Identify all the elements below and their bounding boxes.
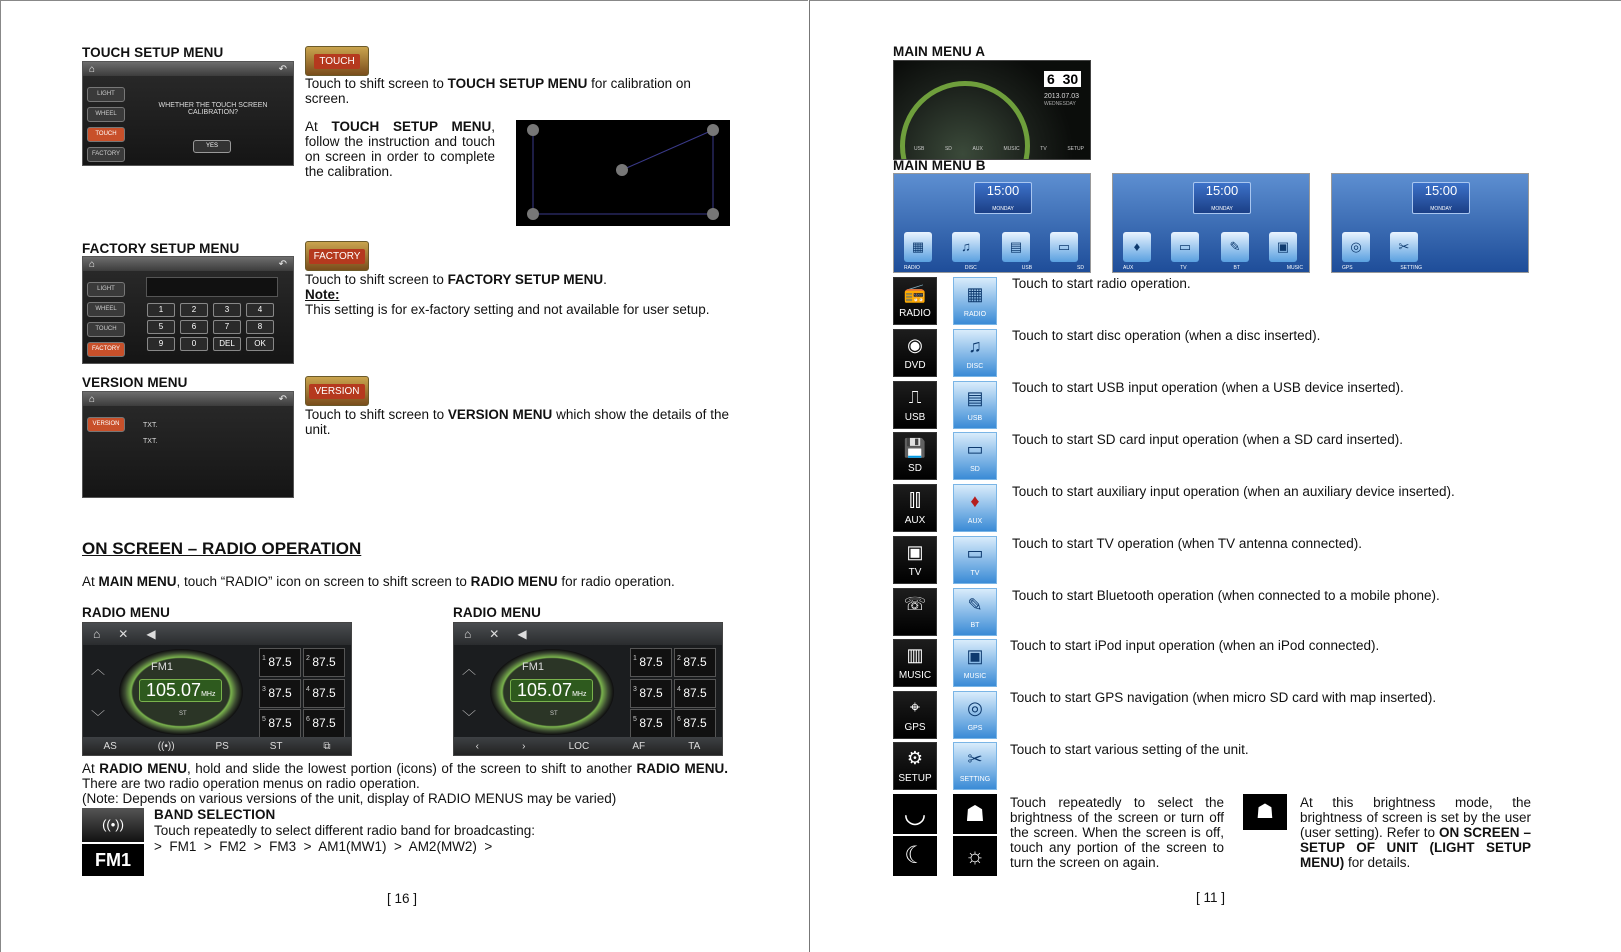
settings-icon: ✕	[118, 627, 129, 641]
aux-description: Touch to start auxiliary input operation (when an auxiliary device inserted).	[1012, 484, 1455, 499]
back-icon: ↶	[278, 63, 287, 75]
clock-time: 15:00 MONDAY	[974, 182, 1032, 214]
sd-black-icon: 💾 SD	[893, 432, 937, 480]
touch-setup-text: Touch to shift screen to TOUCH SETUP MENU for calibration on screen.	[305, 76, 691, 106]
user-mode-icon: ☗	[1243, 794, 1287, 830]
clock-time: 15:00 MONDAY	[1412, 182, 1470, 214]
sd-icon: ▭	[1050, 232, 1078, 262]
af-button: AF	[632, 740, 646, 752]
key: DEL	[213, 337, 241, 351]
setting-blue-icon: ✂ SETTING	[953, 742, 997, 790]
as-button: AS	[103, 740, 117, 752]
key: 1	[147, 303, 175, 317]
yes-button: YES	[193, 140, 231, 153]
home-icon: ⌂	[89, 258, 96, 270]
preset-button: 2 87.5	[303, 648, 345, 677]
preset-button: 4 87.5	[303, 679, 345, 708]
main-menu-b-labels: RADIO DISC USB SD	[904, 265, 1084, 271]
tab-light: LIGHT	[87, 282, 125, 297]
radio-bottom-bar	[83, 737, 351, 755]
stereo-indicator: ST	[550, 711, 558, 717]
tab-factory: FACTORY	[87, 342, 125, 357]
usb-description: Touch to start USB input operation (when a USB device inserted).	[1012, 380, 1404, 395]
music-blue-icon: ▣ MUSIC	[953, 639, 997, 687]
st-button: ST	[269, 740, 283, 752]
disc-icon: ♫	[952, 232, 980, 262]
sd-description: Touch to start SD card input operation (when a SD card inserted).	[1012, 432, 1403, 447]
moon-icon: ◡	[893, 794, 937, 834]
band-label: FM1	[151, 661, 173, 673]
radio-menu-2-heading: RADIO MENU	[453, 605, 541, 620]
bluetooth-icon: ✎	[1221, 232, 1249, 262]
preset-button: 5 87.5	[630, 709, 672, 738]
up-arrow-icon: ︿	[91, 661, 105, 677]
user-mode-description: At this brightness mode, the brightness of screen is set by the user (user setting). Refer to ON SCREEN – SETUP OF UNIT (LIGHT SETUP MENU) for details.	[1300, 795, 1531, 870]
band-label: FM1	[522, 661, 544, 673]
tab-version: VERSION	[87, 417, 125, 432]
stereo-indicator: ST	[179, 711, 187, 717]
tv-icon: ▭	[1171, 232, 1199, 262]
music-black-icon: ▥ MUSIC	[893, 639, 937, 687]
prev-button: ‹	[475, 740, 479, 752]
tab-factory: FACTORY	[87, 147, 125, 162]
home-icon: ⌂	[464, 627, 472, 641]
next-button: ›	[522, 740, 526, 752]
sd-blue-icon: ▭ SD	[953, 432, 997, 480]
sun-icon: ☼	[953, 836, 997, 876]
radio-section-title: ON SCREEN – RADIO OPERATION	[82, 539, 362, 558]
preset-button: 6 87.5	[674, 709, 716, 738]
preset-button: 3 87.5	[630, 679, 672, 708]
bluetooth-blue-icon: ✎ BT	[953, 588, 997, 636]
left-page	[0, 0, 808, 952]
touch-setup-screenshot	[82, 61, 294, 166]
version-button-image: VERSION	[305, 376, 369, 406]
tv-description: Touch to start TV operation (when TV antenna connected).	[1012, 536, 1362, 551]
key: 4	[246, 303, 274, 317]
version-line: TXT.	[143, 438, 158, 445]
preset-button: 1 87.5	[630, 648, 672, 677]
aux-black-icon: ⫿⫿ AUX	[893, 484, 937, 532]
clock-date: 2013.07.03	[1044, 93, 1080, 100]
setup-black-icon: ⚙ SETUP	[893, 742, 937, 790]
preset-button: 4 87.5	[674, 679, 716, 708]
preset-button: 5 87.5	[259, 709, 301, 738]
gps-icon: ◎	[1342, 232, 1370, 262]
main-menu-a-labels: USB SD AUX MUSIC TV SETUP	[914, 146, 1084, 152]
band-scan-icon: ((•))	[82, 808, 144, 842]
tv-blue-icon: ▭ TV	[953, 536, 997, 584]
radio-intro-text: At MAIN MENU, touch “RADIO” icon on screen to shift screen to RADIO MENU for radio operation.	[82, 574, 675, 589]
tab-touch: TOUCH	[87, 127, 125, 142]
version-line: TXT.	[143, 422, 158, 429]
home-icon: ⌂	[89, 393, 96, 405]
music-icon: ▣	[1269, 232, 1297, 262]
music-description: Touch to start iPod input operation (when an iPod connected).	[1010, 638, 1380, 653]
frequency-display: 105.07MHz	[139, 679, 222, 702]
radio-slide-text: At RADIO MENU, hold and slide the lowest portion (icons) of the screen to shift to another RADIO MENU. There are two radio operation menus on radio operation.	[82, 761, 729, 791]
version-text: Touch to shift screen to VERSION MENU which show the details of the unit.	[305, 407, 729, 437]
calibration-diagram	[516, 120, 730, 226]
back-icon: ↶	[278, 258, 287, 270]
key: 9	[147, 337, 175, 351]
aux-icon: ♦	[1123, 232, 1151, 262]
radio-description: Touch to start radio operation.	[1012, 276, 1191, 291]
usb-black-icon: ⎍ USB	[893, 381, 937, 429]
factory-setup-screenshot	[82, 256, 294, 364]
code-display	[146, 277, 278, 297]
key: 3	[213, 303, 241, 317]
main-menu-b-labels: AUX TV BT MUSIC	[1123, 265, 1303, 271]
factory-setup-text: Touch to shift screen to FACTORY SETUP MENU.	[305, 272, 607, 287]
setup-description: Touch to start various setting of the unit.	[1010, 742, 1249, 757]
frequency-display: 105.07MHz	[510, 679, 593, 702]
radio-menu-1-screenshot	[82, 622, 352, 756]
aux-blue-icon: ♦ AUX	[953, 484, 997, 532]
home-icon: ⌂	[89, 63, 96, 75]
factory-button-image: FACTORY	[305, 241, 369, 271]
band-fm1-icon: FM1	[82, 844, 144, 876]
key: 7	[213, 320, 241, 334]
preset-button: 2 87.5	[674, 648, 716, 677]
clock-time: 15:00 MONDAY	[1193, 182, 1251, 214]
key: 5	[147, 320, 175, 334]
main-menu-b-labels: GPS SETTING	[1342, 265, 1422, 271]
main-menu-b-screen-3	[1331, 173, 1529, 273]
disc-blue-icon: ♫ DISC	[953, 329, 997, 377]
key: 2	[180, 303, 208, 317]
tab-wheel: WHEEL	[87, 107, 125, 122]
tab-touch: TOUCH	[87, 322, 125, 337]
main-menu-b-heading: MAIN MENU B	[893, 158, 986, 173]
gps-description: Touch to start GPS navigation (when micro SD card with map inserted).	[1010, 690, 1437, 705]
back-icon: ↶	[278, 393, 287, 405]
touch-button-image: TOUCH	[305, 46, 369, 76]
main-menu-b-screen-1	[893, 173, 1091, 273]
touch-setup-heading: TOUCH SETUP MENU	[82, 45, 224, 60]
bluetooth-description: Touch to start Bluetooth operation (when connected to a mobile phone).	[1012, 588, 1440, 603]
tv-black-icon: ▣ TV	[893, 536, 937, 584]
brightness-description: Touch repeatedly to select the brightness of the screen or turn off the screen. When the screen is off, touch any portion of the screen to turn the screen on again.	[1010, 795, 1224, 870]
ps-button: PS	[215, 740, 229, 752]
down-arrow-icon: ﹀	[91, 709, 105, 725]
gps-blue-icon: ◎ GPS	[953, 691, 997, 739]
night-mode-icon: ☾	[893, 836, 937, 876]
main-menu-b-screen-2	[1112, 173, 1310, 273]
band-sequence: > FM1 > FM2 > FM3 > AM1(MW1) > AM2(MW2) >	[154, 839, 493, 854]
calibration-text: At TOUCH SETUP MENU, follow the instruction and touch on screen in order to complete the calibration.	[305, 119, 495, 179]
key: 8	[246, 320, 274, 334]
preset-button: 1 87.5	[259, 648, 301, 677]
clock-time: 6 30	[1044, 71, 1081, 87]
tab-wheel: WHEEL	[87, 302, 125, 317]
preset-button: 6 87.5	[303, 709, 345, 738]
key: OK	[246, 337, 274, 351]
note-label: Note:	[305, 287, 340, 302]
clock-day: WEDNESDAY	[1044, 101, 1076, 107]
volume-icon: ◀	[517, 627, 527, 641]
user-brightness-icon: ☗	[953, 794, 997, 834]
radio-menu-1-heading: RADIO MENU	[82, 605, 170, 620]
ta-button: TA	[688, 740, 701, 752]
down-arrow-icon: ﹀	[462, 709, 476, 725]
band-button: ⧉	[323, 740, 331, 752]
setting-icon: ✂	[1390, 232, 1418, 262]
main-menu-a-heading: MAIN MENU A	[893, 44, 986, 59]
up-arrow-icon: ︿	[462, 661, 476, 677]
usb-icon: ▤	[1002, 232, 1030, 262]
page-number-left: [ 16 ]	[387, 891, 418, 906]
preset-button: 3 87.5	[259, 679, 301, 708]
factory-setup-heading: FACTORY SETUP MENU	[82, 241, 240, 256]
volume-icon: ◀	[146, 627, 156, 641]
radio-black-icon: 📻 RADIO	[893, 277, 937, 325]
disc-description: Touch to start disc operation (when a disc inserted).	[1012, 328, 1321, 343]
scan-button: ((•))	[157, 740, 175, 752]
key: 6	[180, 320, 208, 334]
radio-menu-2-screenshot	[453, 622, 723, 756]
dvd-black-icon: ◉ DVD	[893, 329, 937, 377]
key: 0	[180, 337, 208, 351]
band-selection-heading: BAND SELECTION	[154, 807, 276, 822]
bluetooth-black-icon: ☏	[893, 588, 937, 636]
main-menu-a-screenshot	[893, 60, 1091, 160]
radio-blue-icon: ▦ RADIO	[953, 277, 997, 325]
home-icon: ⌂	[93, 627, 101, 641]
tab-light: LIGHT	[87, 87, 125, 102]
calibration-question: WHETHER THE TOUCH SCREEN CALIBRATION?	[158, 102, 268, 116]
radio-icon: ▦	[904, 232, 932, 262]
band-selection-text: Touch repeatedly to select different radio band for broadcasting:	[154, 823, 535, 838]
loc-button: LOC	[568, 740, 590, 752]
usb-blue-icon: ▤ USB	[953, 381, 997, 429]
version-screenshot	[82, 391, 294, 498]
radio-version-note: (Note: Depends on various versions of the unit, display of RADIO MENUS may be varied)	[82, 791, 617, 806]
page-number-right: [ 11 ]	[1196, 890, 1226, 905]
version-heading: VERSION MENU	[82, 375, 188, 390]
settings-icon: ✕	[489, 627, 500, 641]
note-text: This setting is for ex-factory setting and not available for user setup.	[305, 302, 710, 317]
radio-bottom-bar	[454, 737, 722, 755]
gps-black-icon: ⌖ GPS	[893, 691, 937, 739]
